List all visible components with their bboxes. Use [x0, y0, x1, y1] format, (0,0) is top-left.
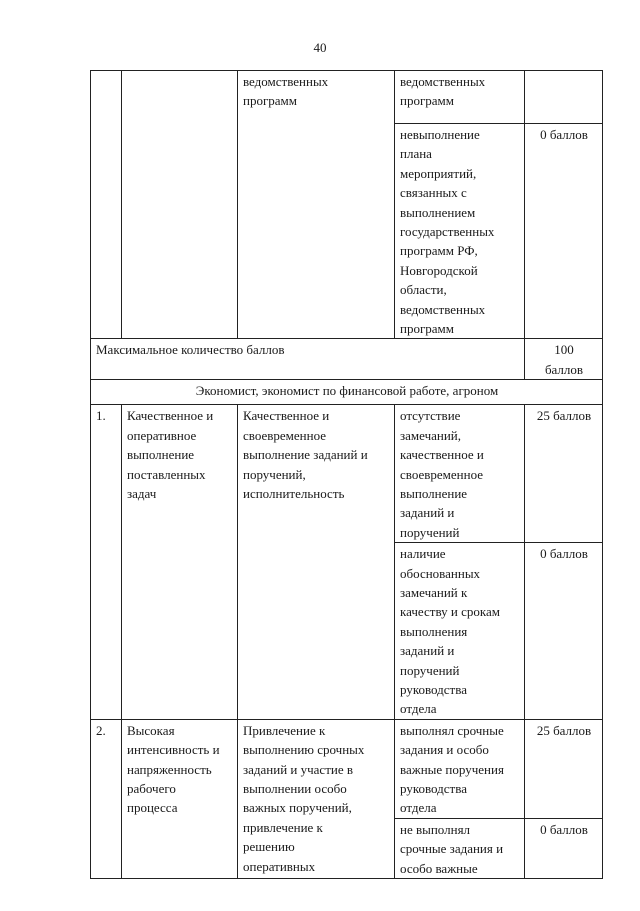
criteria-table — [90, 70, 603, 879]
indicator-cell: ведомственных программ — [395, 71, 525, 124]
score-cell: 25 баллов — [525, 719, 603, 818]
max-total-value: 100 баллов — [525, 339, 603, 380]
page-number: 40 — [313, 40, 327, 55]
table-row — [91, 405, 603, 543]
criterion-cell: ведомственных программ — [238, 71, 395, 339]
indicator-cell: наличие обоснованных замечаний к качеству и срокам выполнения заданий и поручений руководства отдела — [395, 543, 525, 720]
indicator-cell: не выполнял срочные задания и особо важные — [395, 818, 525, 878]
score-cell: 0 баллов — [525, 543, 603, 720]
number-cell — [91, 71, 122, 339]
item-criterion: Качественное и своевременное выполнение заданий и поручений, исполнительность — [238, 405, 395, 720]
table-row — [91, 380, 603, 405]
item-criterion: Привлечение к выполнению срочных заданий и участие в выполнении особо важных поручений, привлечение к решению оперативных — [238, 719, 395, 878]
score-cell — [525, 71, 603, 124]
item-number: 2. — [91, 719, 122, 878]
item-name: Качественное и оперативное выполнение поставленных задач — [122, 405, 238, 720]
score-cell: 0 баллов — [525, 818, 603, 878]
table-row — [91, 339, 603, 380]
indicator-name-cell — [122, 71, 238, 339]
table-row — [91, 719, 603, 818]
score-cell: 25 баллов — [525, 405, 603, 543]
indicator-cell: отсутствие замечаний, качественное и своевременное выполнение заданий и поручений — [395, 405, 525, 543]
indicator-cell: выполнял срочные задания и особо важные поручения руководства отдела — [395, 719, 525, 818]
indicator-cell: невыполнение плана мероприятий, связанных с выполнением государственных программ РФ, Новгородской области, ведомственных программ — [395, 124, 525, 339]
section-header: Экономист, экономист по финансовой работе, агроном — [91, 380, 603, 405]
item-name: Высокая интенсивность и напряженность рабочего процесса — [122, 719, 238, 878]
score-cell: 0 баллов — [525, 124, 603, 339]
table-row — [91, 71, 603, 124]
item-number: 1. — [91, 405, 122, 720]
max-total-label: Максимальное количество баллов — [91, 339, 525, 380]
